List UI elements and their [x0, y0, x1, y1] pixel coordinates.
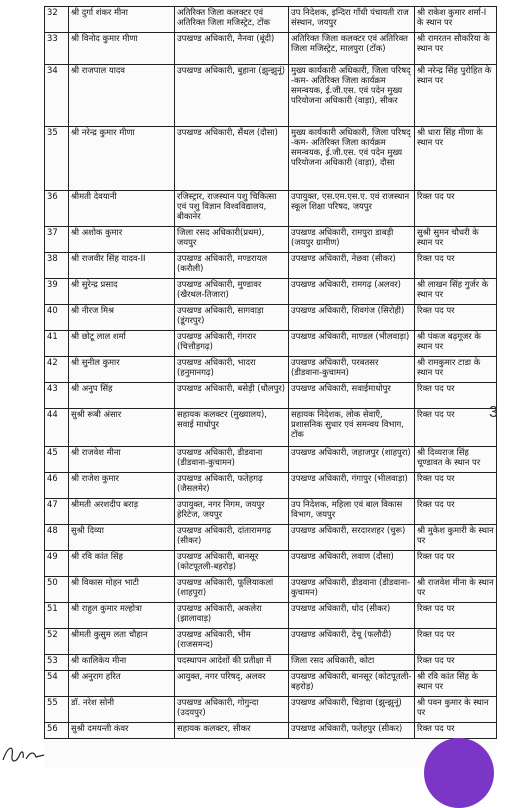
serial-number-cell: 41 [45, 331, 69, 357]
remark-cell: रिक्त पद पर [415, 551, 497, 577]
table-row [45, 33, 497, 65]
remark-cell: श्री नरेन्द्र सिंह पुरोहित के स्थान पर [415, 65, 497, 127]
new-post-cell: उपखण्ड अधिकारी, रामगढ़ (अलवर) [289, 279, 415, 305]
serial-number-cell: 50 [45, 577, 69, 603]
officer-name-cell: डॉ. नरेश सोनी [69, 697, 175, 723]
officer-name-cell: सुश्री दिव्या [69, 525, 175, 551]
new-post-cell: सहायक निदेशक, लोक सेवाएँ, प्रशासनिक सुधार एवं समन्वय विभाग, टोंक [289, 409, 415, 447]
remark-cell: रिक्त पद पर [415, 655, 497, 671]
current-post-cell: उपखण्ड अधिकारी, नैनवा (बूंदी) [175, 33, 289, 65]
new-post-cell: उपखण्ड अधिकारी, फतेहपुर (सीकर) [289, 723, 415, 739]
serial-number-cell: 49 [45, 551, 69, 577]
current-post-cell: उपखण्ड अधिकारी, गंगरार (चित्तौड़गढ़) [175, 331, 289, 357]
remark-cell: श्री रामकुमार टाडा के स्थान पर [415, 357, 497, 383]
current-post-cell: जिला रसद अधिकारी(प्रथम), जयपुर [175, 227, 289, 253]
current-post-cell: उपखण्ड अधिकारी, डीडवाना (डीडवाना-कुचामन) [175, 447, 289, 473]
table-row [45, 253, 497, 279]
remark-cell: रिक्त पद पर [415, 191, 497, 227]
remark-cell: श्री राजवेश मीना के स्थान पर [415, 577, 497, 603]
serial-number-cell: 42 [45, 357, 69, 383]
officer-name-cell: श्री छोटू लाल शर्मा [69, 331, 175, 357]
current-post-cell: आयुक्त, नगर परिषद्, अलवर [175, 671, 289, 697]
table-row [45, 383, 497, 409]
table-row [45, 499, 497, 525]
current-post-cell: उपखण्ड अधिकारी, गोगुन्दा (उदयपुर) [175, 697, 289, 723]
officer-name-cell: श्री अनुराग हरित [69, 671, 175, 697]
remark-cell: श्री धारा सिंह मीणा के स्थान पर [415, 127, 497, 191]
officer-name-cell: श्री कालिकेय मीना [69, 655, 175, 671]
table-row [45, 331, 497, 357]
page-number: 3 [489, 404, 498, 421]
new-post-cell: उपखण्ड अधिकारी, चिड़ावा (झुन्झुनूं) [289, 697, 415, 723]
officer-name-cell: श्री नरेन्द्र कुमार मीणा [69, 127, 175, 191]
current-post-cell: उपखण्ड अधिकारी, अकलेरा (झालावाड़) [175, 603, 289, 629]
new-post-cell: उपखण्ड अधिकारी, लवाण (दौसा) [289, 551, 415, 577]
remark-cell: रिक्त पद पर [415, 305, 497, 331]
officer-name-cell: श्री राजवीर सिंह यादव-II [69, 253, 175, 279]
signature-mark [0, 738, 46, 768]
new-post-cell: उपखण्ड अधिकारी, बानसूर (कोटपूतली-बहरोड़) [289, 671, 415, 697]
new-post-cell: उपखण्ड अधिकारी, रामपुरा डाबड़ी (जयपुर ग्रामीण) [289, 227, 415, 253]
table-row [45, 357, 497, 383]
new-post-cell: उपखण्ड अधिकारी, जहाजपुर (शाहपुरा) [289, 447, 415, 473]
table-row [45, 671, 497, 697]
transfer-orders-body [45, 7, 497, 739]
new-post-cell: उपखण्ड अधिकारी, शिवगंज (सिरोही) [289, 305, 415, 331]
new-post-cell: अतिरिक्त जिला कलक्टर एवं अतिरिक्त जिला मजिस्ट्रेट, मालपुरा (टोंक) [289, 33, 415, 65]
serial-number-cell: 44 [45, 409, 69, 447]
table-row [45, 655, 497, 671]
serial-number-cell: 43 [45, 383, 69, 409]
current-post-cell: उपखण्ड अधिकारी, दांतारामगढ़ (सीकर) [175, 525, 289, 551]
current-post-cell: अतिरिक्त जिला कलक्टर एवं अतिरिक्त जिला मजिस्ट्रेट, टोंक [175, 7, 289, 33]
remark-cell: श्री दिव्यराज सिंह चूण्डावत के स्थान पर [415, 447, 497, 473]
current-post-cell: उपखण्ड अधिकारी, फतेहगढ़ (जैसलमेर) [175, 473, 289, 499]
new-post-cell: उपखण्ड अधिकारी, धोद (सीकर) [289, 603, 415, 629]
serial-number-cell: 40 [45, 305, 69, 331]
current-post-cell: उपखण्ड अधिकारी, बानसूर (कोटपूतली-बहरोड़) [175, 551, 289, 577]
new-post-cell: उपखण्ड अधिकारी, नेछवा (सीकर) [289, 253, 415, 279]
current-post-cell: उपायुक्त, नगर निगम, जयपुर हेरिटेज, जयपुर [175, 499, 289, 525]
remark-cell: रिक्त पद पर [415, 629, 497, 655]
table-row [45, 577, 497, 603]
officer-name-cell: श्री दुर्गा शंकर मीना [69, 7, 175, 33]
table-row [45, 127, 497, 191]
serial-number-cell: 53 [45, 655, 69, 671]
table-row [45, 525, 497, 551]
serial-number-cell: 36 [45, 191, 69, 227]
table-row [45, 191, 497, 227]
new-post-cell: उपखण्ड अधिकारी, देचू (फलौदी) [289, 629, 415, 655]
officer-name-cell: सुश्री रूबी अंसार [69, 409, 175, 447]
serial-number-cell: 47 [45, 499, 69, 525]
remark-cell: श्री मुकेश कुमारी के स्थान पर [415, 525, 497, 551]
new-post-cell: जिला रसद अधिकारी, कोटा [289, 655, 415, 671]
new-post-cell: उपखण्ड अधिकारी, माण्डल (भीलवाड़ा) [289, 331, 415, 357]
current-post-cell: उपखण्ड अधिकारी, मण्डरायल (करौली) [175, 253, 289, 279]
serial-number-cell: 35 [45, 127, 69, 191]
remark-cell: श्री रवि कांत सिंह के स्थान पर [415, 671, 497, 697]
table-row [45, 305, 497, 331]
table-row [45, 227, 497, 253]
serial-number-cell: 32 [45, 7, 69, 33]
current-post-cell: उपखण्ड अधिकारी, फूलियाकलां (शाहपुरा) [175, 577, 289, 603]
serial-number-cell: 45 [45, 447, 69, 473]
officer-name-cell: श्री राजपाल यादव [69, 65, 175, 127]
current-post-cell: उपखण्ड अधिकारी, बसेड़ी (धौलपुर) [175, 383, 289, 409]
table-row [45, 551, 497, 577]
table-row [45, 409, 497, 447]
serial-number-cell: 37 [45, 227, 69, 253]
new-post-cell: उपखण्ड अधिकारी, सवाईमाधोपुर [289, 383, 415, 409]
officer-name-cell: श्री नीरज मिश्र [69, 305, 175, 331]
serial-number-cell: 52 [45, 629, 69, 655]
new-post-cell: मुख्य कार्यकारी अधिकारी, जिला परिषद् -कम- अतिरिक्त जिला कार्यक्रम समन्वयक, ई.जी.एस. एवं पदेन मुख्य परियोजना अधिकारी (वाड़ा), दौसा [289, 127, 415, 191]
remark-cell: श्री पंकज बढ़गूजर के स्थान पर [415, 331, 497, 357]
serial-number-cell: 46 [45, 473, 69, 499]
serial-number-cell: 38 [45, 253, 69, 279]
serial-number-cell: 34 [45, 65, 69, 127]
remark-cell: रिक्त पद पर [415, 409, 497, 447]
officer-name-cell: श्री राजवेश मीना [69, 447, 175, 473]
transfer-orders-table [44, 6, 497, 739]
current-post-cell: उपखण्ड अधिकारी, भीम (राजसमन्द) [175, 629, 289, 655]
current-post-cell: सहायक कलक्टर, सीकर [175, 723, 289, 739]
current-post-cell: रजिस्ट्रार, राजस्थान पशु चिकित्सा एवं पशु विज्ञान विश्वविद्यालय, बीकानेर [175, 191, 289, 227]
new-post-cell: उपखण्ड अधिकारी, डीडवाना (डीडवाना-कुचामन) [289, 577, 415, 603]
new-post-cell: उपखण्ड अधिकारी, गंगापुर (भीलवाड़ा) [289, 473, 415, 499]
table-row [45, 65, 497, 127]
remark-cell: श्री राकेश कुमार शर्मा-I के स्थान पर [415, 7, 497, 33]
new-post-cell: मुख्य कार्यकारी अधिकारी, जिला परिषद् -कम- अतिरिक्त जिला कार्यक्रम समन्वयक, ई.जी.एस. एवं पदेन मुख्य परियोजना अधिकारी (वाड़ा), सीकर [289, 65, 415, 127]
officer-name-cell: श्री राजेश कुमार [69, 473, 175, 499]
table-row [45, 473, 497, 499]
current-post-cell: पदस्थापन आदेशों की प्रतीक्षा में [175, 655, 289, 671]
officer-name-cell: श्री विकास मोहन भाटी [69, 577, 175, 603]
officer-name-cell: सुश्री दमयन्ती कंवर [69, 723, 175, 739]
officer-name-cell: श्री सुरेन्द्र प्रसाद [69, 279, 175, 305]
remark-cell: श्री पवन कुमार के स्थान पर [415, 697, 497, 723]
table-row [45, 697, 497, 723]
new-post-cell: उप निदेशक, इन्दिरा गाँधी पंचायती राज संस्थान, जयपुर [289, 7, 415, 33]
current-post-cell: उपखण्ड अधिकारी, भादरा (हनुमानगढ़) [175, 357, 289, 383]
officer-name-cell: श्रीमती अरशदीप बराड़ [69, 499, 175, 525]
remark-cell: रिक्त पद पर [415, 603, 497, 629]
table-row [45, 279, 497, 305]
document-page [44, 0, 496, 768]
serial-number-cell: 39 [45, 279, 69, 305]
current-post-cell: सहायक कलक्टर (मुख्यालय), सवाई माधोपुर [175, 409, 289, 447]
remark-cell: सुश्री सुमन चौधरी के स्थान पर [415, 227, 497, 253]
serial-number-cell: 33 [45, 33, 69, 65]
current-post-cell: उपखण्ड अधिकारी, सागवाड़ा (डूंगरपुर) [175, 305, 289, 331]
table-row [45, 723, 497, 739]
current-post-cell: उपखण्ड अधिकारी, सैंथल (दौसा) [175, 127, 289, 191]
remark-cell: रिक्त पद पर [415, 499, 497, 525]
remark-cell: श्री रामरतन सौकरिया के स्थान पर [415, 33, 497, 65]
officer-name-cell: श्री अशोक कुमार [69, 227, 175, 253]
serial-number-cell: 51 [45, 603, 69, 629]
remark-cell: रिक्त पद पर [415, 473, 497, 499]
officer-name-cell: श्री विनोद कुमार मीणा [69, 33, 175, 65]
remark-cell: रिक्त पद पर [415, 253, 497, 279]
officer-name-cell: श्री रवि कांत सिंह [69, 551, 175, 577]
officer-name-cell: श्री सुनील कुमार [69, 357, 175, 383]
officer-name-cell: श्री अनुप सिंह [69, 383, 175, 409]
officer-name-cell: श्रीमती कुसुम लता चौहान [69, 629, 175, 655]
new-post-cell: उप निदेशक, महिला एवं बाल विकास विभाग, जयपुर [289, 499, 415, 525]
current-post-cell: उपखण्ड अधिकारी, मुण्डावर (खैरथल-तिजारा) [175, 279, 289, 305]
floating-action-button[interactable] [424, 738, 494, 808]
table-row [45, 447, 497, 473]
remark-cell: रिक्त पद पर [415, 383, 497, 409]
serial-number-cell: 55 [45, 697, 69, 723]
current-post-cell: उपखण्ड अधिकारी, बुहाना (झुन्झुनूं) [175, 65, 289, 127]
new-post-cell: उपखण्ड अधिकारी, सरदारशहर (चुरू) [289, 525, 415, 551]
table-row [45, 629, 497, 655]
new-post-cell: उपायुक्त, एस.एम.एस.ए. एवं राजस्थान स्कूल शिक्षा परिषद, जयपुर [289, 191, 415, 227]
remark-cell: रिक्त पद पर [415, 723, 497, 739]
remark-cell: श्री लाखन सिंह गुर्जर के स्थान पर [415, 279, 497, 305]
table-row [45, 603, 497, 629]
officer-name-cell: श्रीमती देवयानी [69, 191, 175, 227]
serial-number-cell: 48 [45, 525, 69, 551]
serial-number-cell: 56 [45, 723, 69, 739]
table-row [45, 7, 497, 33]
officer-name-cell: श्री राहुल कुमार मल्होत्रा [69, 603, 175, 629]
serial-number-cell: 54 [45, 671, 69, 697]
new-post-cell: उपखण्ड अधिकारी, परबतसर (डीडवाना-कुचामन) [289, 357, 415, 383]
